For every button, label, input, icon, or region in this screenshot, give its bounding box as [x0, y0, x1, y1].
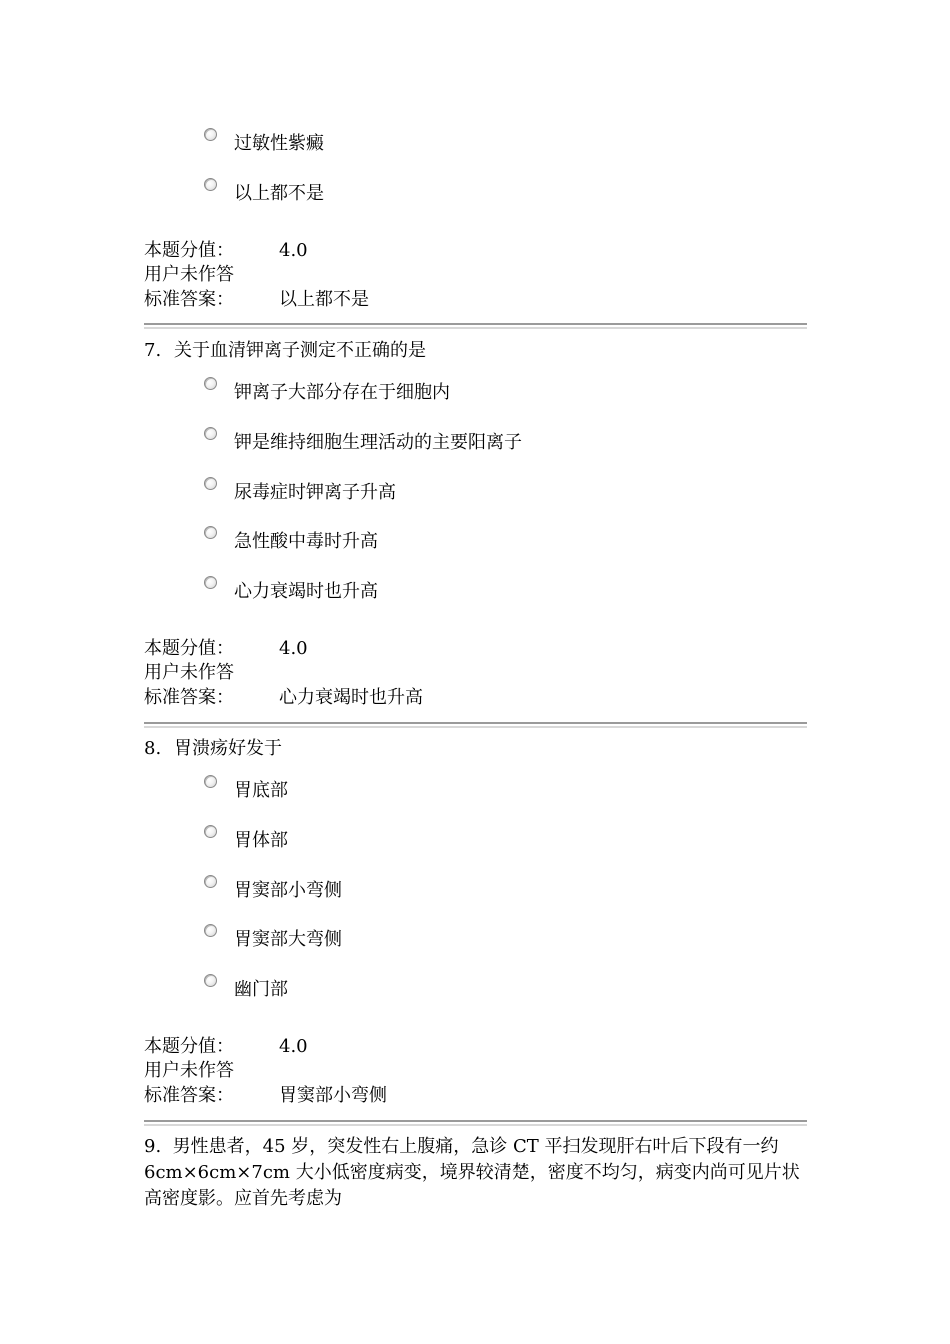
question-text: 男性患者，45 岁，突发性右上腹痛，急诊 CT 平扫发现肝右叶后下段有一约 6cm×6cm×7cm 大小低密度病变，境界较清楚，密度不均匀，病变内尚可见片状高密度影。应首先考虑为	[144, 1136, 800, 1209]
option-label: 幽门部	[234, 979, 288, 1000]
score-value: 4.0	[279, 240, 308, 261]
answer-value: 心力衰竭时也升高	[279, 687, 423, 708]
divider	[144, 722, 807, 728]
option-label: 以上都不是	[234, 183, 324, 204]
option-label: 钾离子大部分存在于细胞内	[234, 382, 450, 403]
radio-option-2[interactable]	[204, 825, 217, 838]
answer-value: 以上都不是	[279, 289, 369, 310]
option-label: 急性酸中毒时升高	[234, 531, 378, 552]
radio-option-3[interactable]	[204, 875, 217, 888]
score-value: 4.0	[279, 1036, 308, 1057]
radio-option-2[interactable]	[204, 427, 217, 440]
radio-option-4[interactable]	[204, 526, 217, 539]
answer-value: 胃窦部小弯侧	[279, 1085, 387, 1106]
question-number: 7.	[144, 340, 162, 361]
question-number: 8.	[144, 738, 162, 759]
user-status: 用户未作答	[144, 264, 234, 285]
option-label: 胃底部	[234, 780, 288, 801]
option-label: 胃窦部大弯侧	[234, 929, 342, 950]
score-label: 本题分值：	[144, 240, 234, 261]
option-label: 过敏性紫癜	[234, 133, 324, 154]
radio-option-4[interactable]	[204, 924, 217, 937]
divider	[144, 323, 807, 329]
user-status: 用户未作答	[144, 1060, 234, 1081]
option-label: 心力衰竭时也升高	[234, 581, 378, 602]
radio-option-1[interactable]	[204, 377, 217, 390]
option-label: 尿毒症时钾离子升高	[234, 482, 396, 503]
radio-option-2[interactable]	[204, 178, 217, 191]
option-label: 胃体部	[234, 830, 288, 851]
user-status: 用户未作答	[144, 662, 234, 683]
question-text: 关于血清钾离子测定不正确的是	[174, 340, 426, 361]
score-label: 本题分值：	[144, 638, 234, 659]
radio-option-5[interactable]	[204, 974, 217, 987]
question-number: 9.	[144, 1136, 162, 1157]
divider	[144, 1120, 807, 1126]
answer-label: 标准答案：	[144, 1085, 234, 1106]
option-label: 胃窦部小弯侧	[234, 880, 342, 901]
radio-option-5[interactable]	[204, 576, 217, 589]
radio-option-3[interactable]	[204, 477, 217, 490]
question-text: 胃溃疡好发于	[174, 738, 282, 759]
score-value: 4.0	[279, 638, 308, 659]
score-label: 本题分值：	[144, 1036, 234, 1057]
radio-option-1[interactable]	[204, 775, 217, 788]
option-label: 钾是维持细胞生理活动的主要阳离子	[234, 432, 522, 453]
radio-option-1[interactable]	[204, 128, 217, 141]
answer-label: 标准答案：	[144, 687, 234, 708]
answer-label: 标准答案：	[144, 289, 234, 310]
